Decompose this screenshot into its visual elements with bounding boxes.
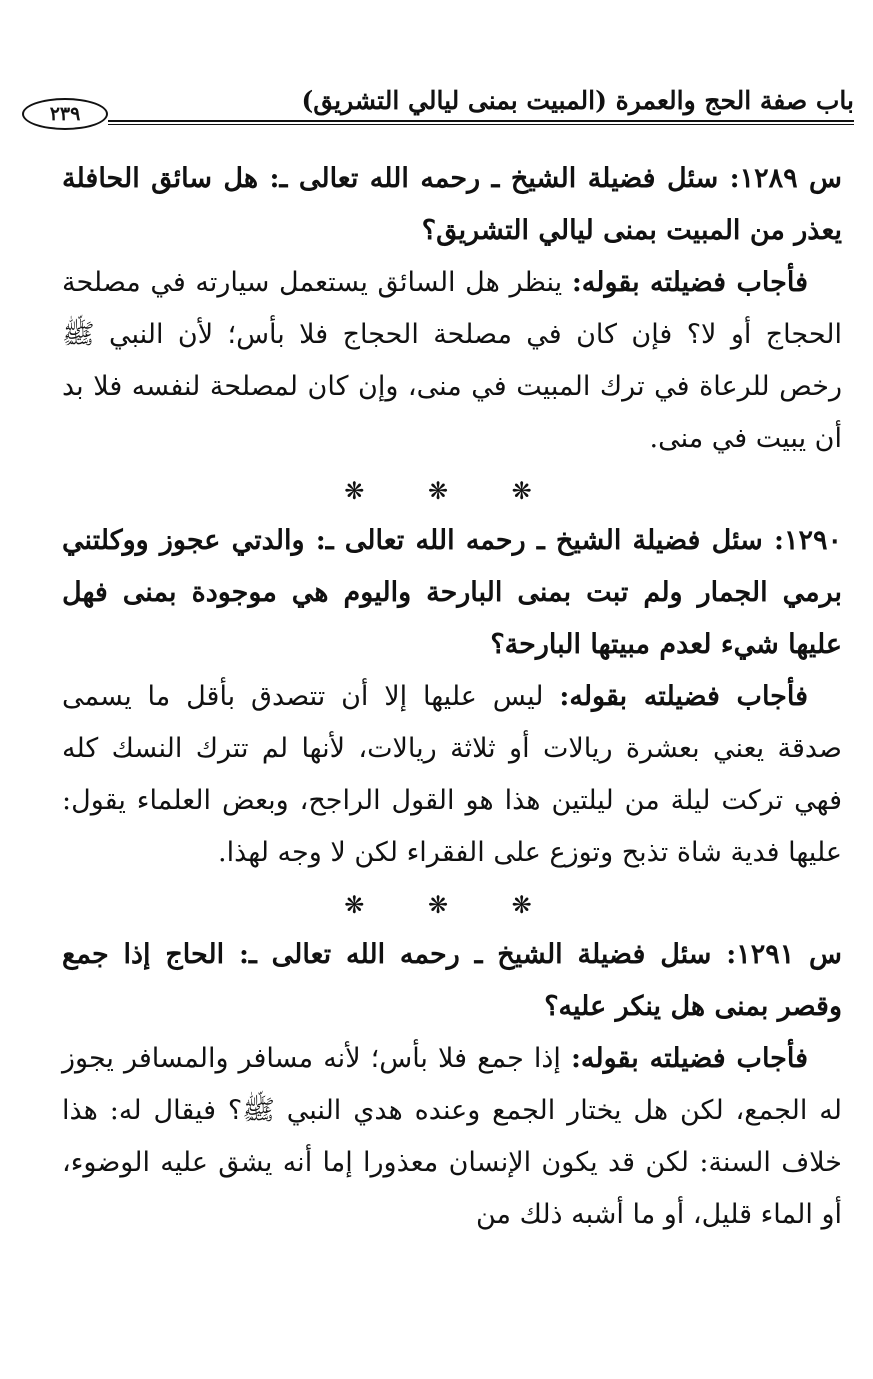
question-1291: س ١٢٩١: سئل فضيلة الشيخ ـ رحمه الله تعالى ـ: الحاج إذا جمع وقصر بمنى هل ينكر عليه؟ xyxy=(62,939,843,1022)
section-separator: ❋ ❋ ❋ xyxy=(344,477,560,505)
answer-lead: فأجاب فضيلته بقوله: xyxy=(571,267,808,298)
answer-text: ليس عليها إلا أن تتصدق بأقل ما يسمى صدقة يعني بعشرة ريالات أو ثلاثة ريالات، لأنها لم تترك النسك كله فهي تركت ليلة من ليلتين هذا هو القول الراجح، وبعض العلماء يقول: عليها فدية شاة تذبح وتوزع على الفقراء لكن لا وجه لهذا. xyxy=(62,681,842,868)
header-rule-thin xyxy=(108,124,854,125)
answer-1290 xyxy=(62,671,842,879)
page-body xyxy=(62,153,842,1241)
answer-lead: فأجاب فضيلته بقوله: xyxy=(559,681,808,712)
answer-lead: فأجاب فضيلته بقوله: xyxy=(570,1043,808,1074)
answer-1291 xyxy=(62,1033,842,1241)
page-header xyxy=(22,84,854,128)
answer-1289 xyxy=(62,257,842,465)
section-separator: ❋ ❋ ❋ xyxy=(344,891,560,919)
answer-text: ينظر هل السائق يستعمل سيارته في مصلحة الحجاج أو لا؟ فإن كان في مصلحة الحجاج فلا بأس؛ لأن النبي ﷺ رخص للرعاة في ترك المبيت في منى، وإن كان لمصلحة لنفسه فلا بد أن يبيت في منى. xyxy=(62,267,842,454)
running-title: باب صفة الحج والعمرة (المبيت بمنى ليالي التشريق) xyxy=(301,86,854,115)
question-1289: س ١٢٨٩: سئل فضيلة الشيخ ـ رحمه الله تعالى ـ: هل سائق الحافلة يعذر من المبيت بمنى ليالي التشريق؟ xyxy=(62,163,843,246)
question-1290: ١٢٩٠: سئل فضيلة الشيخ ـ رحمه الله تعالى ـ: والدتي عجوز ووكلتني برمي الجمار ولم تبت بمنى البارحة واليوم هي موجودة بمنى فهل عليها شيء لعدم مبيتها البارحة؟ xyxy=(62,525,842,660)
page-number: ٢٣٩ xyxy=(22,98,108,130)
answer-text: إذا جمع فلا بأس؛ لأنه مسافر والمسافر يجوز له الجمع، لكن هل يختار الجمع وعنده هدي النبي ﷺ؟ فيقال له: هذا خلاف السنة: لكن قد يكون الإنسان معذورا إما أنه يشق عليه الوضوء، أو الماء قليل، أو ما أشبه ذلك من xyxy=(62,1043,842,1230)
header-rule xyxy=(108,120,854,122)
